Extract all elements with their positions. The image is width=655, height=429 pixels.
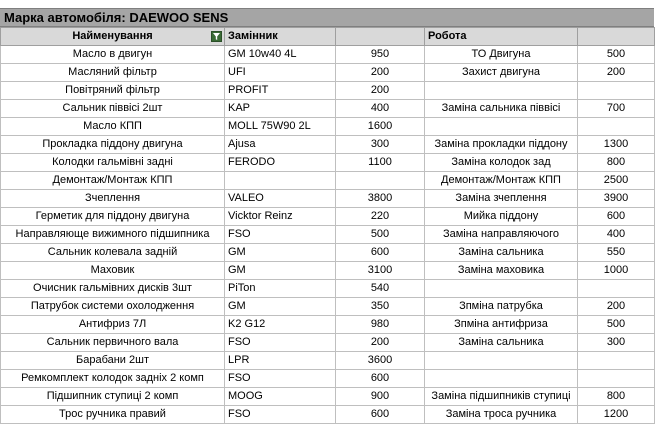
header-work-cell[interactable]: Робота xyxy=(425,28,578,46)
part-price-cell[interactable]: 220 xyxy=(336,208,425,226)
work-cell[interactable]: Заміна троса ручника xyxy=(425,406,578,424)
work-cell[interactable] xyxy=(425,280,578,298)
replacement-cell[interactable] xyxy=(225,172,336,190)
work-price-cell[interactable]: 1000 xyxy=(578,262,655,280)
part-price-cell[interactable]: 400 xyxy=(336,100,425,118)
table-row xyxy=(1,64,655,82)
work-cell[interactable]: Демонтаж/Монтаж КПП xyxy=(425,172,578,190)
work-cell[interactable]: Заміна сальника xyxy=(425,334,578,352)
part-price-cell[interactable]: 300 xyxy=(336,136,425,154)
item-name-cell[interactable]: Трос ручника правий xyxy=(1,406,225,424)
part-price-cell[interactable]: 900 xyxy=(336,388,425,406)
work-price-cell[interactable]: 700 xyxy=(578,100,655,118)
replacement-cell[interactable]: GM xyxy=(225,244,336,262)
part-price-cell[interactable]: 950 xyxy=(336,46,425,64)
work-cell[interactable]: Зпміна патрубка xyxy=(425,298,578,316)
table-row xyxy=(1,226,655,244)
work-cell[interactable]: Заміна зчеплення xyxy=(425,190,578,208)
replacement-cell[interactable]: LPR xyxy=(225,352,336,370)
table-row xyxy=(1,370,655,388)
work-price-cell[interactable] xyxy=(578,82,655,100)
table-row xyxy=(1,82,655,100)
table-row xyxy=(1,388,655,406)
header-part-cell[interactable]: Замінник xyxy=(225,28,336,46)
work-cell[interactable]: Заміна сальника xyxy=(425,244,578,262)
work-price-cell[interactable]: 2500 xyxy=(578,172,655,190)
part-price-cell[interactable]: 600 xyxy=(336,244,425,262)
filter-icon[interactable] xyxy=(211,31,222,42)
work-cell[interactable] xyxy=(425,370,578,388)
work-price-cell[interactable]: 3900 xyxy=(578,190,655,208)
work-price-cell[interactable]: 300 xyxy=(578,334,655,352)
table-row xyxy=(1,316,655,334)
replacement-cell[interactable]: UFI xyxy=(225,64,336,82)
work-cell[interactable]: Захист двигуна xyxy=(425,64,578,82)
item-name-cell[interactable]: Підшипник ступиці 2 комп xyxy=(1,388,225,406)
part-price-cell[interactable]: 3100 xyxy=(336,262,425,280)
work-price-cell[interactable]: 600 xyxy=(578,208,655,226)
header-row xyxy=(1,28,655,46)
replacement-cell[interactable]: PROFIT xyxy=(225,82,336,100)
replacement-cell[interactable]: Vicktor Reinz xyxy=(225,208,336,226)
replacement-cell[interactable]: MOLL 75W90 2L xyxy=(225,118,336,136)
part-price-cell[interactable]: 3800 xyxy=(336,190,425,208)
work-price-cell[interactable]: 400 xyxy=(578,226,655,244)
replacement-cell[interactable]: FSO xyxy=(225,226,336,244)
item-name-cell[interactable]: Масло КПП xyxy=(1,118,225,136)
replacement-cell[interactable]: FERODO xyxy=(225,154,336,172)
work-price-cell[interactable] xyxy=(578,280,655,298)
work-cell[interactable]: Заміна підшипників ступиці xyxy=(425,388,578,406)
table-row xyxy=(1,334,655,352)
item-name-cell[interactable]: Масло в двигун xyxy=(1,46,225,64)
work-price-cell[interactable]: 1300 xyxy=(578,136,655,154)
work-cell[interactable] xyxy=(425,352,578,370)
work-price-cell[interactable] xyxy=(578,352,655,370)
work-cell[interactable] xyxy=(425,118,578,136)
replacement-cell[interactable]: FSO xyxy=(225,370,336,388)
work-cell[interactable] xyxy=(425,82,578,100)
table-row xyxy=(1,118,655,136)
table-row xyxy=(1,208,655,226)
part-price-cell[interactable]: 200 xyxy=(336,64,425,82)
table-row xyxy=(1,406,655,424)
table-row xyxy=(1,190,655,208)
item-name-cell[interactable]: Сальник колевала задній xyxy=(1,244,225,262)
work-price-cell[interactable]: 500 xyxy=(578,316,655,334)
parts-table xyxy=(0,27,655,424)
table-row xyxy=(1,280,655,298)
part-price-cell[interactable]: 600 xyxy=(336,370,425,388)
table-row xyxy=(1,46,655,64)
table-row xyxy=(1,154,655,172)
replacement-cell[interactable]: GM xyxy=(225,262,336,280)
work-cell[interactable]: Заміна сальника піввісі xyxy=(425,100,578,118)
replacement-cell[interactable]: FSO xyxy=(225,334,336,352)
replacement-cell[interactable]: VALEO xyxy=(225,190,336,208)
work-cell[interactable]: Заміна прокладки піддону xyxy=(425,136,578,154)
item-name-cell[interactable]: Сальник первичного вала xyxy=(1,334,225,352)
table-row xyxy=(1,136,655,154)
part-price-cell[interactable] xyxy=(336,172,425,190)
replacement-cell[interactable]: MOOG xyxy=(225,388,336,406)
item-name-cell[interactable]: Ремкомплект колодок задніх 2 комп xyxy=(1,370,225,388)
replacement-cell[interactable]: FSO xyxy=(225,406,336,424)
work-cell[interactable]: Заміна направляючого xyxy=(425,226,578,244)
work-price-cell[interactable]: 550 xyxy=(578,244,655,262)
work-cell[interactable]: ТО Двигуна xyxy=(425,46,578,64)
table-row xyxy=(1,352,655,370)
table-row xyxy=(1,262,655,280)
part-price-cell[interactable]: 600 xyxy=(336,406,425,424)
item-name-cell[interactable]: Маховик xyxy=(1,262,225,280)
table-row xyxy=(1,172,655,190)
item-name-cell[interactable]: Повітряний фільтр xyxy=(1,82,225,100)
work-cell[interactable]: Зпміна антифриза xyxy=(425,316,578,334)
table-row xyxy=(1,244,655,262)
part-price-cell[interactable]: 540 xyxy=(336,280,425,298)
item-name-cell[interactable]: Патрубок системи охолодження xyxy=(1,298,225,316)
item-name-cell[interactable]: Очисник гальмівних дисків 3шт xyxy=(1,280,225,298)
work-cell[interactable]: Мийка піддону xyxy=(425,208,578,226)
header-price-cell[interactable] xyxy=(336,28,425,46)
replacement-cell[interactable]: GM 10w40 4L xyxy=(225,46,336,64)
replacement-cell[interactable]: KAP xyxy=(225,100,336,118)
item-name-cell[interactable]: Масляний фільтр xyxy=(1,64,225,82)
replacement-cell[interactable]: GM xyxy=(225,298,336,316)
item-name-cell[interactable]: Антифриз 7Л xyxy=(1,316,225,334)
item-name-cell[interactable]: Сальник піввісі 2шт xyxy=(1,100,225,118)
item-name-cell[interactable]: Демонтаж/Монтаж КПП xyxy=(1,172,225,190)
work-cell[interactable]: Заміна колодок зад xyxy=(425,154,578,172)
item-name-cell[interactable]: Зчеплення xyxy=(1,190,225,208)
part-price-cell[interactable]: 500 xyxy=(336,226,425,244)
work-price-cell[interactable]: 800 xyxy=(578,154,655,172)
part-price-cell[interactable]: 980 xyxy=(336,316,425,334)
work-price-cell[interactable]: 200 xyxy=(578,298,655,316)
work-price-cell[interactable]: 1200 xyxy=(578,406,655,424)
part-price-cell[interactable]: 1600 xyxy=(336,118,425,136)
item-name-cell[interactable]: Прокладка піддону двигуна xyxy=(1,136,225,154)
item-name-cell[interactable]: Направляюще вижимного підшипника xyxy=(1,226,225,244)
replacement-cell[interactable]: Ajusa xyxy=(225,136,336,154)
work-price-cell[interactable] xyxy=(578,118,655,136)
table-row xyxy=(1,100,655,118)
item-name-cell[interactable]: Колодки гальмівні задні xyxy=(1,154,225,172)
header-name-cell[interactable] xyxy=(1,28,225,46)
work-price-cell[interactable]: 500 xyxy=(578,46,655,64)
sheet-title[interactable]: Марка автомобіля: DAEWOO SENS xyxy=(0,8,654,27)
item-name-cell[interactable]: Герметик для піддону двигуна xyxy=(1,208,225,226)
part-price-cell[interactable]: 1100 xyxy=(336,154,425,172)
work-price-cell[interactable]: 800 xyxy=(578,388,655,406)
replacement-cell[interactable]: K2 G12 xyxy=(225,316,336,334)
work-price-cell[interactable]: 200 xyxy=(578,64,655,82)
replacement-cell[interactable]: PiTon xyxy=(225,280,336,298)
part-price-cell[interactable]: 3600 xyxy=(336,352,425,370)
work-cell[interactable]: Заміна маховика xyxy=(425,262,578,280)
part-price-cell[interactable]: 350 xyxy=(336,298,425,316)
item-name-cell[interactable]: Барабани 2шт xyxy=(1,352,225,370)
header-name-label: Найменування xyxy=(72,30,153,42)
part-price-cell[interactable]: 200 xyxy=(336,82,425,100)
header-work-price-cell[interactable] xyxy=(578,28,655,46)
work-price-cell[interactable] xyxy=(578,370,655,388)
part-price-cell[interactable]: 200 xyxy=(336,334,425,352)
filter-glyph xyxy=(212,32,221,41)
table-row xyxy=(1,298,655,316)
